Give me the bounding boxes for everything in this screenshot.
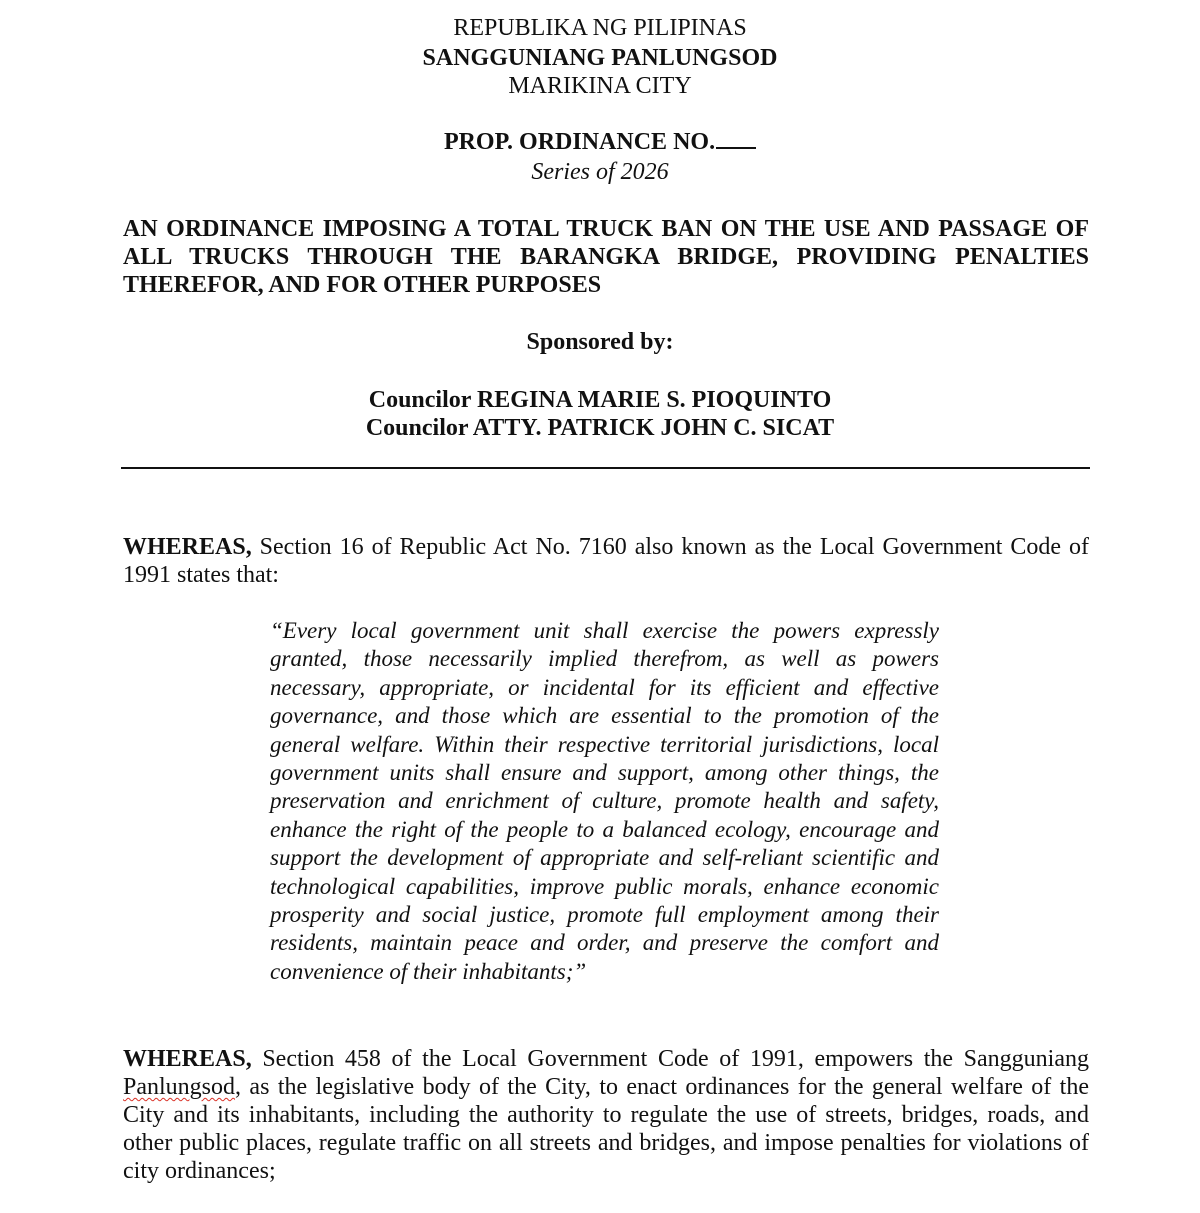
ordinance-number-heading (0, 128, 1200, 156)
whereas-text: Section 16 of Republic Act No. 7160 also known as the Local Government Code of 1991 states that: (123, 534, 1089, 588)
city-heading: MARIKINA CITY (508, 73, 692, 99)
spellcheck-flagged-word: Panlungsod (123, 1074, 236, 1100)
ordinance-label: PROP. ORDINANCE NO. (443, 129, 716, 155)
ordinance-number-blank (716, 129, 756, 149)
whereas-lead: WHEREAS, (123, 1046, 252, 1072)
whereas-clause-2 (123, 1045, 1089, 1185)
sponsor-name: Councilor REGINA MARIE S. PIOQUINTO (368, 387, 832, 413)
whereas-clause-1 (123, 533, 1089, 589)
republic-heading: REPUBLIKA NG PILIPINAS (453, 15, 747, 41)
whereas-text: Section 458 of the Local Government Code of 1991, empowers the Sangguniang (251, 1046, 1089, 1072)
whereas-text: , as the legislative body of the City, to enact ordinances for the general welfare of the City and its inhabitants, including the authority to regulate the use of streets, bridges, roads, and other public places, regulate traffic on all streets and bridges, and impose penalties for violations of city ordinances; (123, 1074, 1089, 1184)
sponsor-name: Councilor ATTY. PATRICK JOHN C. SICAT (365, 415, 835, 441)
whereas-lead: WHEREAS, (123, 534, 252, 560)
council-heading: SANGGUNIANG PANLUNGSOD (422, 45, 778, 71)
divider-line (121, 467, 1090, 469)
series-line: Series of 2026 (531, 159, 669, 185)
ordinance-title: AN ORDINANCE IMPOSING A TOTAL TRUCK BAN ON THE USE AND PASSAGE OF ALL TRUCKS THROUGH THE BARANGKA BRIDGE, PROVIDING PENALTIES THEREFOR, AND FOR OTHER PURPOSES (123, 216, 1089, 298)
quoted-provision: “Every local government unit shall exercise the powers expressly granted, those necessarily implied therefrom, as well as powers necessary, appropriate, or incidental for its efficient and effective governance, and those which are essential to the promotion of the general welfare. Within their respective territorial jurisdictions, local government units shall ensure and support, among other things, the preservation and enrichment of culture, promote health and safety, enhance the right of the people to a balanced ecology, encourage and support the development of appropriate and self-reliant scientific and technological capabilities, improve public morals, enhance economic prosperity and social justice, promote full employment among their residents, maintain peace and order, and preserve the comfort and convenience of their inhabitants;” (270, 618, 939, 984)
sponsored-by-label: Sponsored by: (526, 329, 674, 355)
